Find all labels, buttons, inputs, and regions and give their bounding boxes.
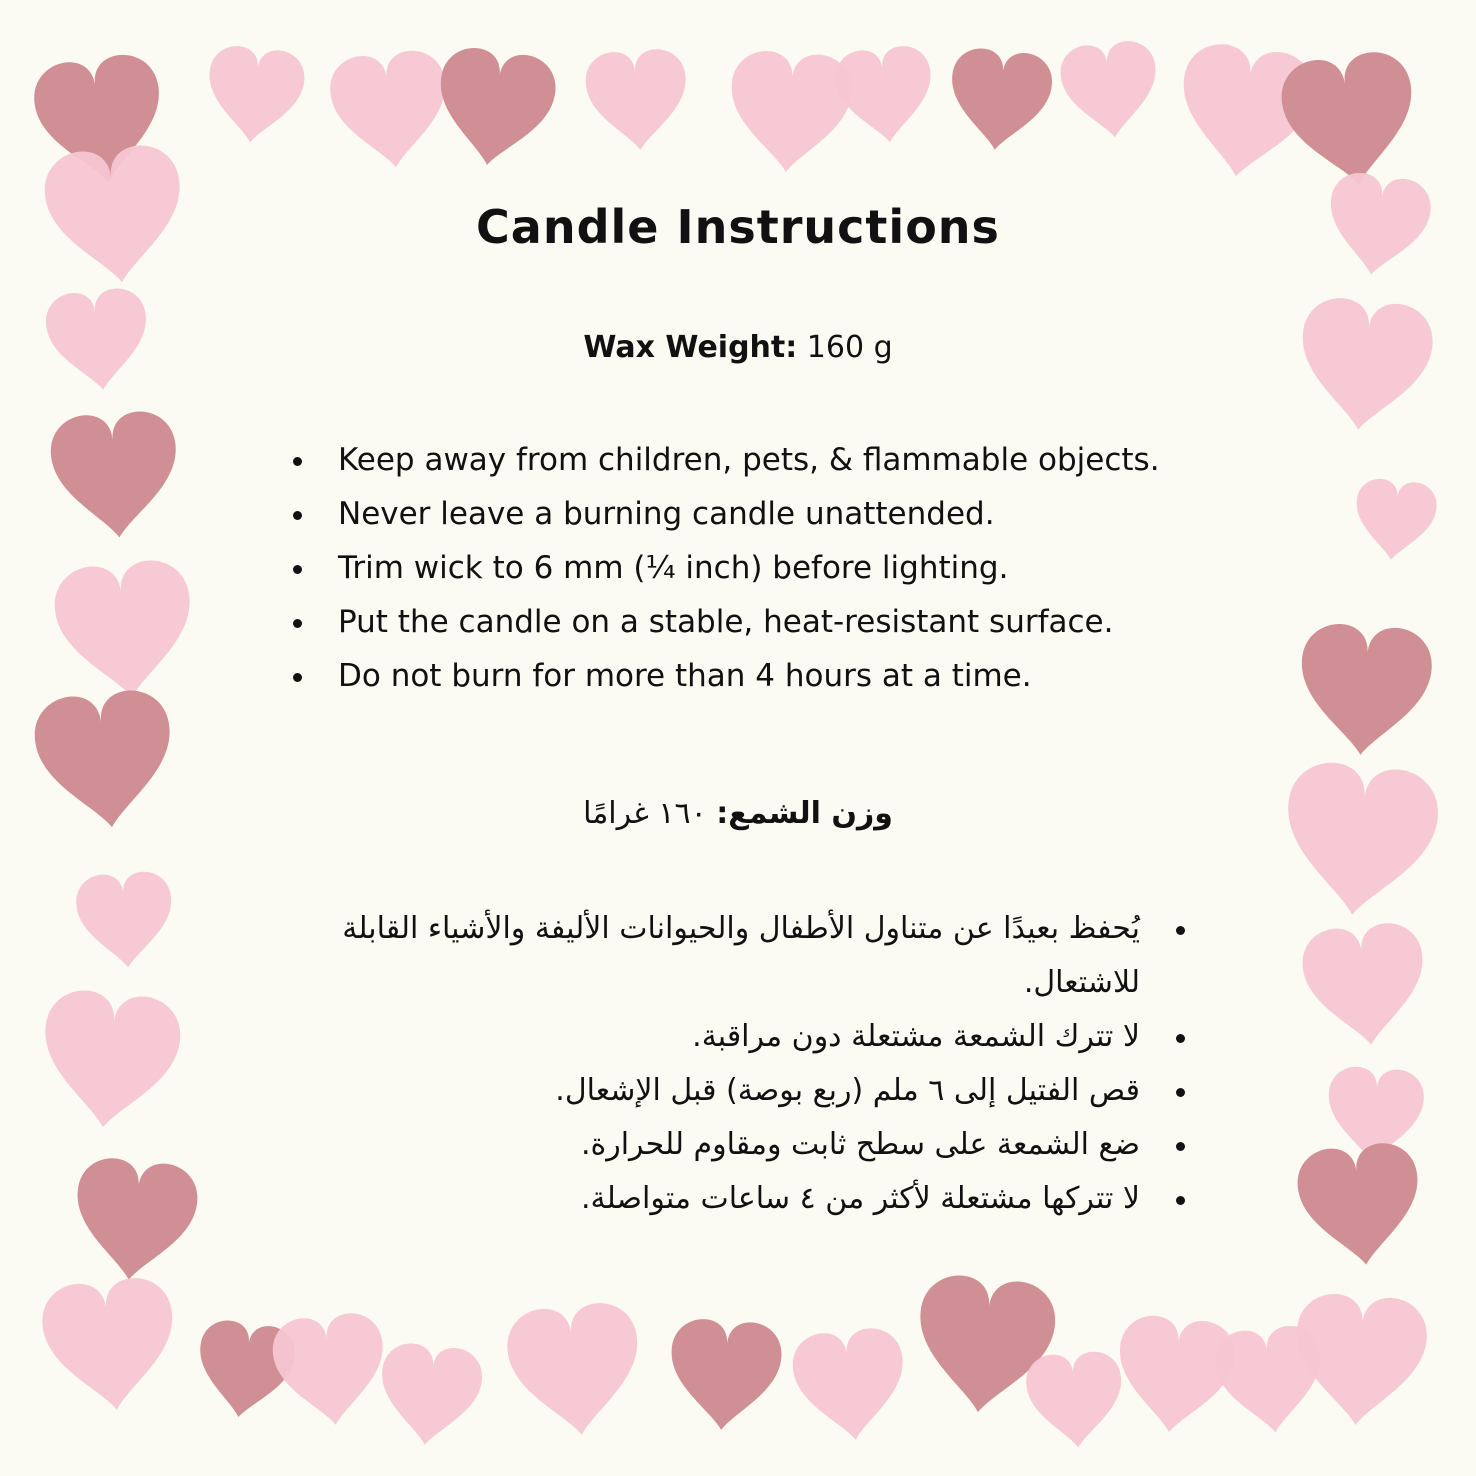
wax-weight-value: 160 g <box>806 330 893 365</box>
list-item: لا تترك الشمعة مشتعلة دون مراقبة. <box>290 1010 1190 1064</box>
list-item: يُحفظ بعيدًا عن متناول الأطفال والحيوانات الأليفة والأشياء القابلة للاشتعال. <box>290 902 1190 1010</box>
list-item: Never leave a burning candle unattended. <box>290 487 1220 541</box>
list-item: Keep away from children, pets, & flammable objects. <box>290 433 1220 487</box>
page-title: Candle Instructions <box>476 200 1000 254</box>
list-item: قص الفتيل إلى ٦ ملم (ربع بوصة) قبل الإشعال. <box>290 1064 1190 1118</box>
wax-weight-value-arabic: ١٦٠ غرامًا <box>583 796 707 831</box>
wax-weight-label-arabic: وزن الشمع: <box>716 796 893 831</box>
list-item: Put the candle on a stable, heat-resistant surface. <box>290 595 1220 649</box>
wax-weight-english <box>0 330 1476 365</box>
wax-weight-label: Wax Weight: <box>583 330 798 365</box>
list-item: لا تتركها مشتعلة لأكثر من ٤ ساعات متواصلة. <box>290 1172 1190 1226</box>
list-item: Do not burn for more than 4 hours at a time. <box>290 649 1220 703</box>
instructions-list-arabic <box>290 902 1190 1226</box>
wax-weight-arabic <box>0 796 1476 831</box>
instructions-list-english <box>290 433 1220 703</box>
list-item: ضع الشمعة على سطح ثابت ومقاوم للحرارة. <box>290 1118 1190 1172</box>
list-item: Trim wick to 6 mm (¼ inch) before lighting. <box>290 541 1220 595</box>
